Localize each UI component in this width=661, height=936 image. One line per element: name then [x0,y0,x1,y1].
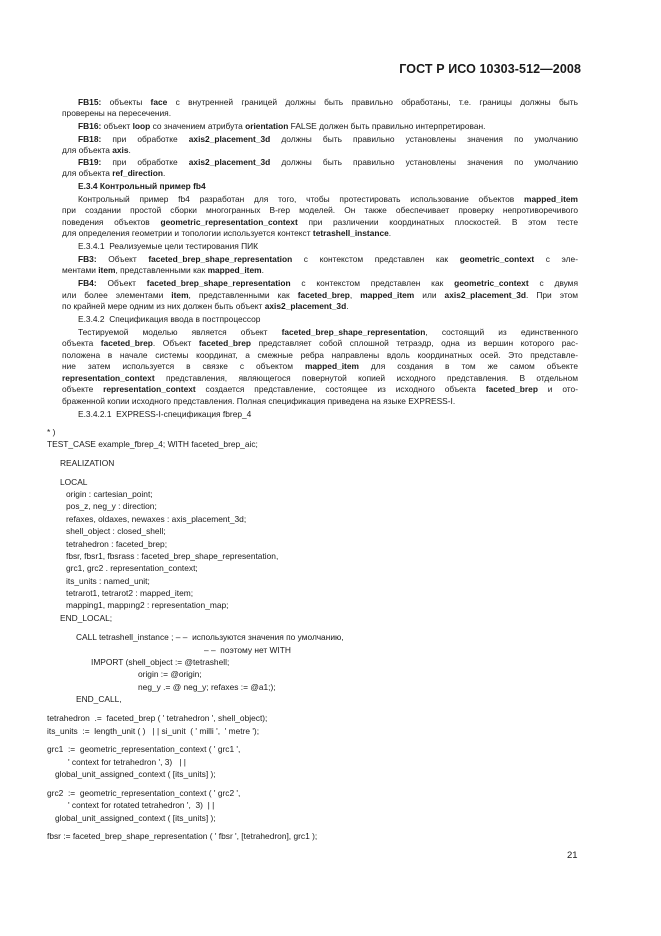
text-line: pos_z, neg_y : direction; [66,501,157,511]
text-line: tetrahedron .= faceted_brep ( ' tetrahedron ', shell_object); [47,713,268,723]
page-number: 21 [567,850,578,861]
text-line: FB19: при обработке axis2_placement_3d должны быть правильно установлены значения по умолчанию [78,157,578,167]
text-line: Е.3.4.1 Реализуемые цели тестирования ПИК [78,241,259,251]
text-line: проверены на пересечения. [62,108,172,118]
text-line: origin : cartesian_point; [66,489,153,499]
text-line: FB3: Объект faceted_brep_shape_representation с контекстом представлен как geometric_context с эле- [78,254,578,264]
text-line: its_units := length_unit ( ) | | si_unit ( ' milli ', ' metre '); [47,726,260,736]
text-line: ние затем используется в связке с объектом mapped_item для создания в том же самом объекте [62,361,579,371]
text-line: its_units : named_unit; [66,576,150,586]
text-line: Е.3.4.2.1 EXPRESS-I-спецификация fbrep_4 [78,409,252,419]
text-line: mapping1, mappıng2 : representation_map; [66,600,229,610]
text-line: TEST_CASE example_fbrep_4; WITH faceted_brep_aic; [47,439,258,449]
text-line: – – поэтому нет WITH [204,645,291,655]
text-line: по крайней мере одним из них должен быть объект axis2_placement_3d. [62,301,349,311]
text-line: объекте representation_context создается представление, состоящее из исходного объекта faceted_brep и ото- [62,384,578,394]
text-line: representation_context представления, являющегося повернутой копией исходного представления. В отдельном [62,373,578,383]
text-line: origin := @origin; [138,669,202,679]
text-line: REALIZATION [60,458,115,468]
text-line: для определения геометрии и топологии используется контекст tetrashell_instance. [62,228,392,238]
text-line: или более элементами item, представленными как faceted_brep, mapped_item или axis2_placement_3d. При этом [62,290,579,300]
text-line: при создании простой сборки многогранных В-rep моделей. Он также обеспечивает проверку непротиворечивого [62,205,578,215]
text-line: grc1 := geometric_representation_context ( ' grc1 ', [47,744,241,754]
text-line: CALL tetrashell_instance ; – – используются значения по умолчанию, [76,632,344,642]
text-line: fbsr, fbsr1, fbsrass : faceted_brep_shape_representation, [66,551,279,561]
text-line: shell_object : closed_shell; [66,526,166,536]
text-line: END_LOCAL; [60,613,113,623]
text-line: global_unit_assigned_context ( [its_units] ); [55,769,216,779]
text-line: LOCAL [60,477,88,487]
text-line: ' context for rotated tetrahedron ', 3) | | [68,800,215,810]
text-line: положена в начале системы координат, а смежные ребра направлены вдоль координатных осей. Это представле- [62,350,578,360]
text-line: grc1, grc2 . representation_context; [66,563,198,573]
text-line: * ) [47,427,56,437]
text-line: global_unit_assigned_context ( [its_units] ); [55,813,216,823]
text-line: браженной копии исходного представления. Полная спецификация приведена на языке EXPRESS-I. [62,396,456,406]
text-line: для объекта axis. [62,145,131,155]
text-line: tetrarot1, tetrarot2 : mapped_item; [66,588,194,598]
text-line: grc2 := geometric_representation_context ( ' grc2 ', [47,788,241,798]
text-line: объекта faceted_brep. Объект faceted_brep представляет собой сплошной тетраэдр, одна из вершин которого рас- [62,338,578,348]
text-line: FB15: объекты face с внутренней границей должны быть правильно обработаны, т.е. границы должны быть [78,97,578,107]
text-line: FB16: объект loop со значением атрибута orientation FALSE должен быть правильно интерпретирован. [78,121,486,131]
text-line: Контрольный пример fb4 разработан для того, чтобы протестировать использование объектов mapped_item [78,194,578,204]
text-line: ментами item, представленными как mapped_item. [62,265,264,275]
text-line: END_CALL, [76,694,122,704]
text-line: ' context for tetrahedron ', 3) | | [68,757,186,767]
text-line: поведения объектов geometric_representation_context при различении координатных плоскостей. В этом тесте [62,217,578,227]
text-line: refaxes, oldaxes, newaxes : axis_placement_3d; [66,514,247,524]
text-line: neg_y .= @ neg_y; refaxes := @a1;); [138,682,276,692]
text-line: fbsr := faceted_brep_shape_representation ( ' fbsr ', [tetrahedron], grc1 ); [47,831,318,841]
text-line: Тестируемой моделью является объект faceted_brep_shape_representation, состоящий из единственного [78,327,578,337]
text-line: для объекта ref_direction. [62,168,166,178]
text-line: tetrahedron : faceted_brep; [66,539,168,549]
text-line: IMPORT (shell_object := @tetrashell; [91,657,230,667]
text-line: Е.3.4.2 Спецификация ввода в постпроцессор [78,314,261,324]
standard-header: ГОСТ Р ИСО 10303-512—2008 [399,62,581,76]
text-line: FB4: Объект faceted_brep_shape_representation с контекстом представлен как geometric_context с двумя [78,278,578,288]
text-line: Е.3.4 Контрольный пример fb4 [78,181,206,191]
text-line: FB18: при обработке axis2_placement_3d должны быть правильно установлены значения по умолчанию [78,134,578,144]
